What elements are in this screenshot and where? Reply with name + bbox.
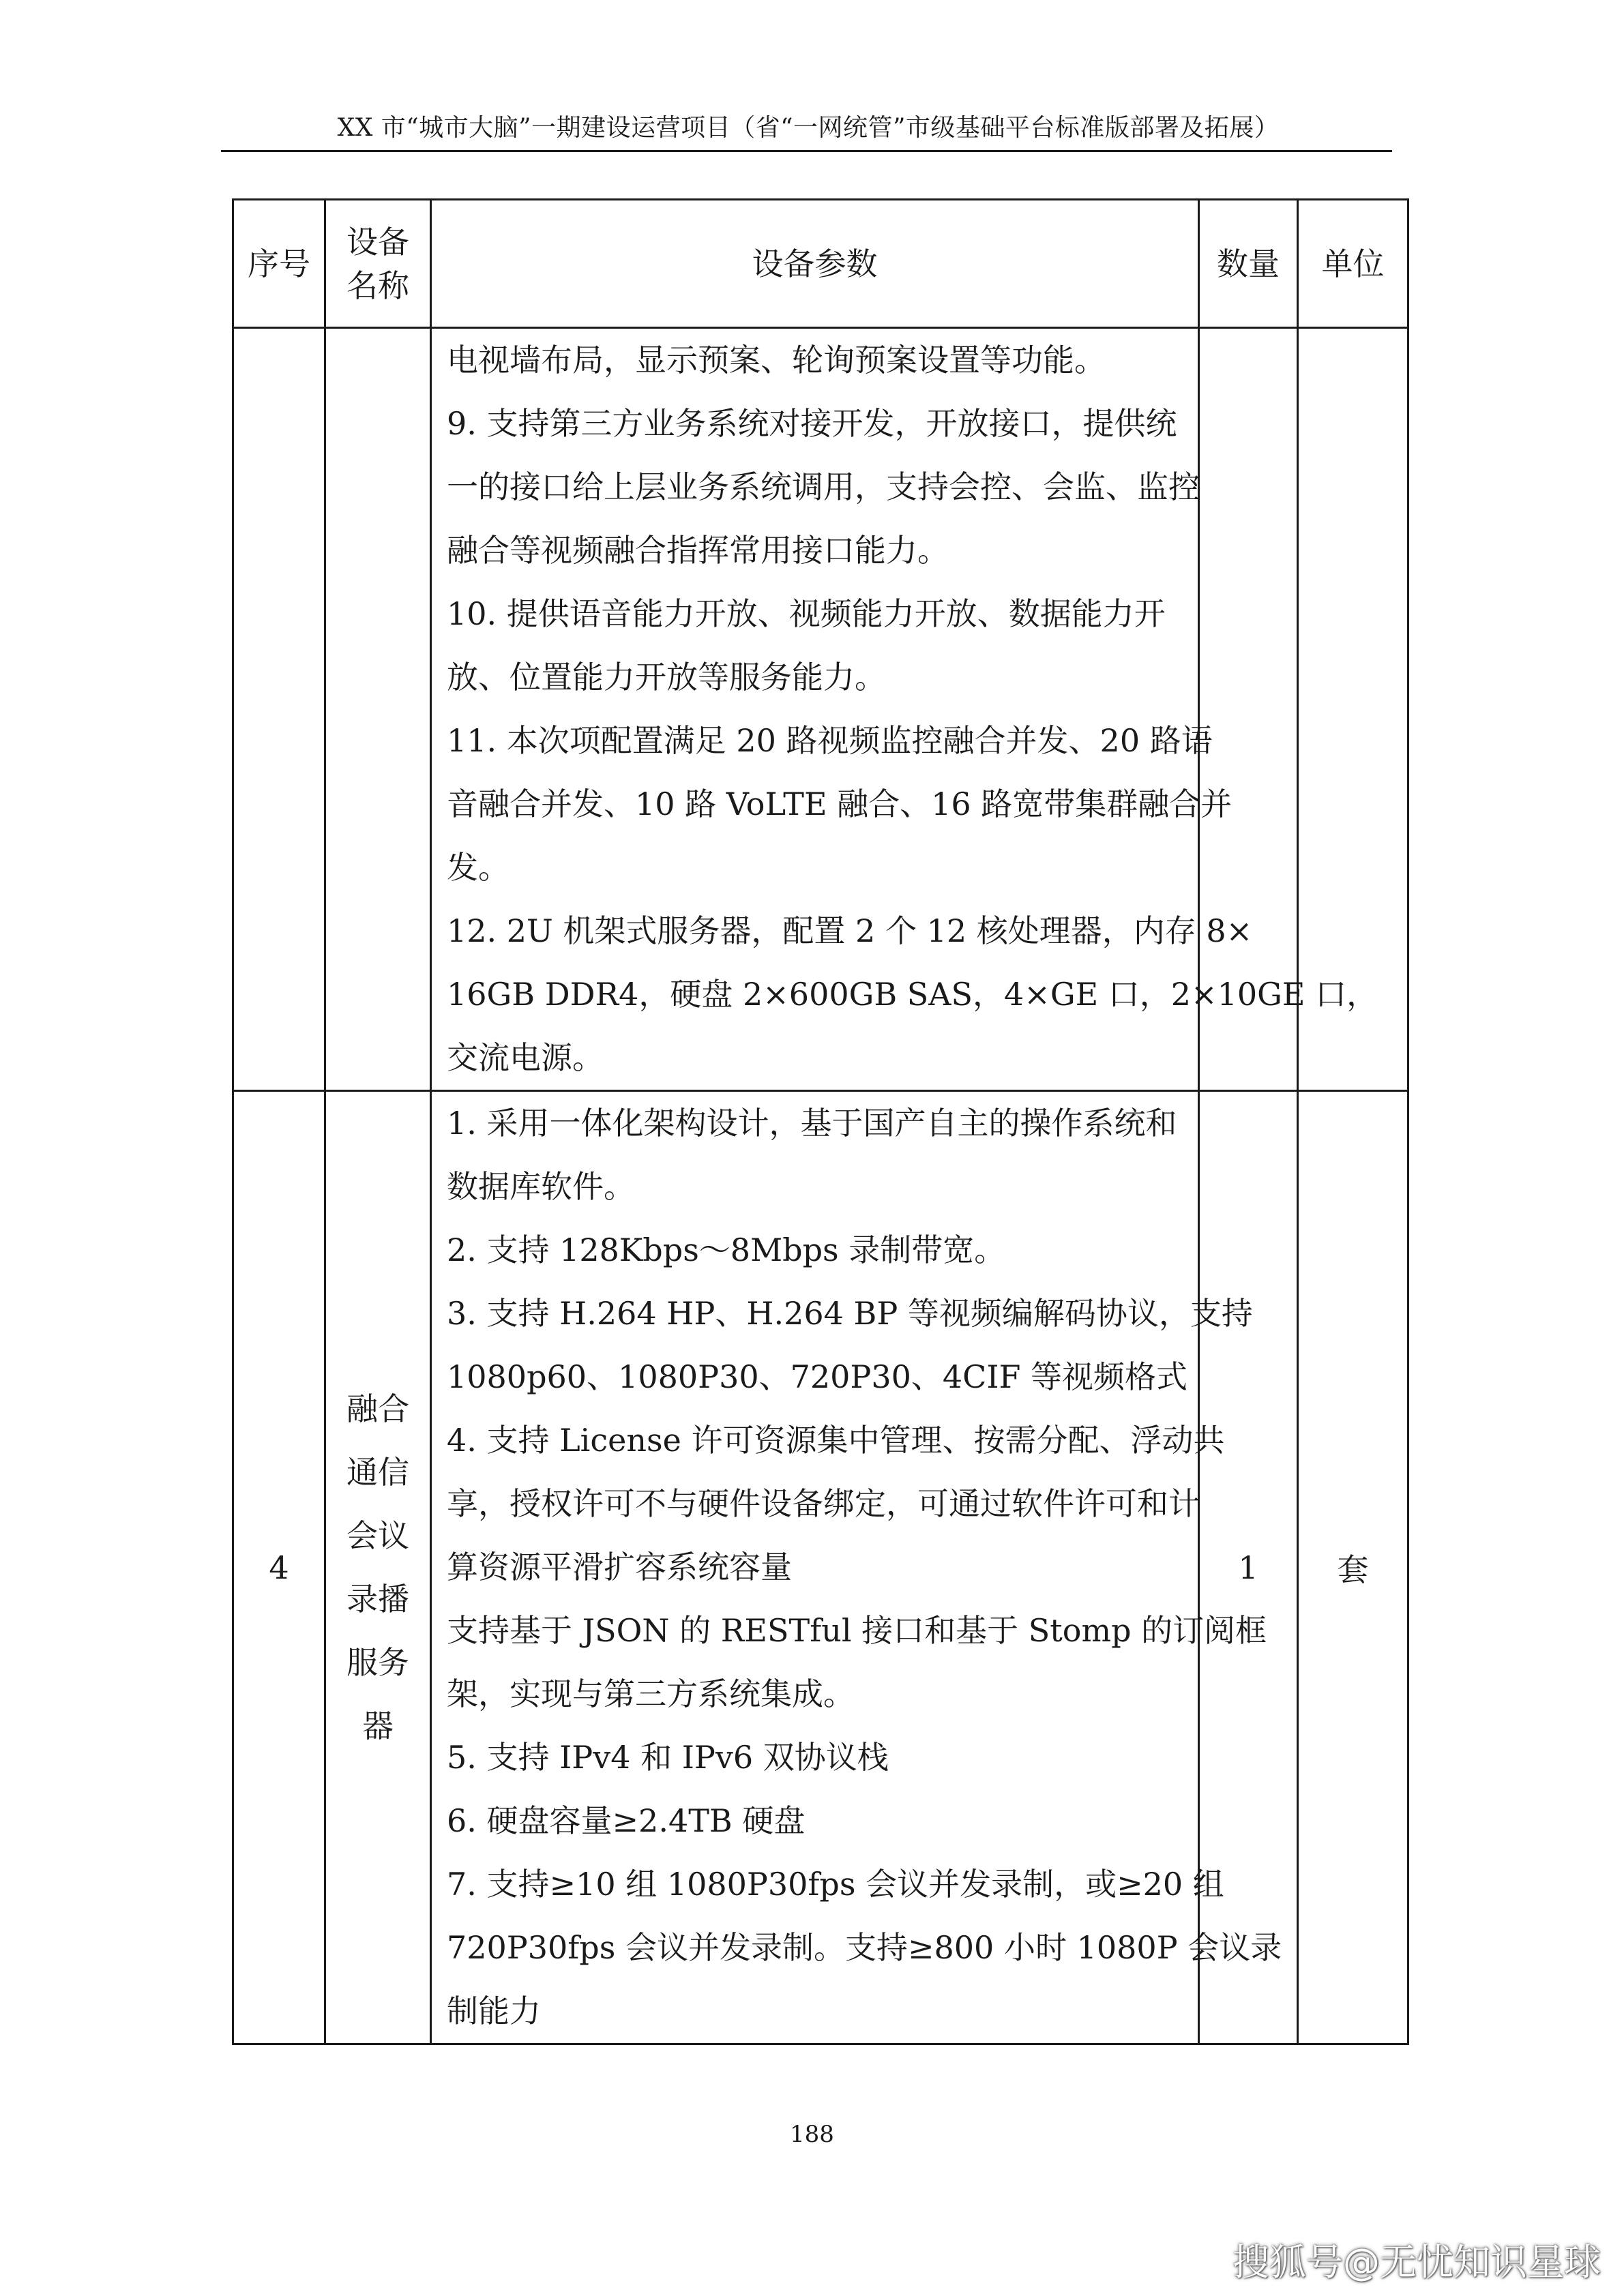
header-device-params: 设备参数	[431, 200, 1199, 328]
param-line: 9. 支持第三方业务系统对接开发，开放接口，提供统	[447, 405, 1177, 442]
param-line: 支持基于 JSON 的 RESTful 接口和基于 Stomp 的订阅框	[447, 1612, 1267, 1649]
table-row	[233, 1091, 1408, 2044]
table-header-row	[233, 200, 1408, 328]
row-device-name	[325, 328, 431, 1091]
param-line: 制能力	[447, 1993, 541, 2029]
param-line: 数据库软件。	[447, 1168, 635, 1205]
param-line: 享，授权许可不与硬件设备绑定，可通过软件许可和计	[447, 1485, 1200, 1522]
param-line: 交流电源。	[447, 1039, 604, 1076]
device-name-line: 会议	[346, 1517, 409, 1554]
param-line: 融合等视频融合指挥常用接口能力。	[447, 532, 949, 569]
header-index: 序号	[233, 200, 325, 328]
param-line: 12. 2U 机架式服务器，配置 2 个 12 核处理器，内存 8×	[447, 912, 1253, 949]
param-line: 音融合并发、10 路 VoLTE 融合、16 路宽带集群融合并	[447, 786, 1232, 822]
device-name-line: 通信	[346, 1453, 409, 1491]
param-line: 6. 硬盘容量≥2.4TB 硬盘	[447, 1802, 806, 1839]
param-line: 2. 支持 128Kbps～8Mbps 录制带宽。	[447, 1232, 1006, 1268]
param-line: 电视墙布局，显示预案、轮询预案设置等功能。	[447, 342, 1106, 378]
param-line: 发。	[447, 849, 510, 886]
param-line: 1. 采用一体化架构设计，基于国产自主的操作系统和	[447, 1105, 1177, 1142]
param-line: 5. 支持 IPv4 和 IPv6 双协议栈	[447, 1739, 889, 1776]
param-line: 720P30fps 会议并发录制。支持≥800 小时 1080P 会议录	[447, 1929, 1282, 1966]
table-row	[233, 328, 1408, 1091]
row-quantity: 1	[1199, 1091, 1298, 2044]
row-device-name	[325, 1091, 431, 2044]
device-name-line: 服务	[346, 1643, 409, 1681]
param-line: 架，实现与第三方系统集成。	[447, 1675, 855, 1712]
param-line: 一的接口给上层业务系统调用，支持会控、会监、监控	[447, 468, 1200, 505]
row-index: 4	[233, 1091, 325, 2044]
param-line: 3. 支持 H.264 HP、H.264 BP 等视频编解码协议，支持	[447, 1295, 1253, 1332]
header-device-name-line: 设备	[346, 223, 409, 260]
param-line: 1080p60、1080P30、720P30、4CIF 等视频格式	[447, 1358, 1188, 1395]
param-line: 放、位置能力开放等服务能力。	[447, 659, 886, 696]
row-index	[233, 328, 325, 1091]
device-name-line: 录播	[346, 1580, 409, 1617]
header-quantity: 数量	[1199, 200, 1298, 328]
row-unit: 套	[1298, 1091, 1408, 2044]
page-number: 188	[790, 2121, 834, 2148]
row-device-params	[431, 1091, 1282, 2044]
header-device-name-line: 名称	[346, 267, 409, 304]
row-device-params	[431, 328, 1378, 1091]
param-line: 11. 本次项配置满足 20 路视频监控融合并发、20 路语	[447, 722, 1213, 759]
param-line: 7. 支持≥10 组 1080P30fps 会议并发录制，或≥20 组	[447, 1866, 1224, 1903]
param-line: 16GB DDR4，硬盘 2×600GB SAS，4×GE 口，2×10GE 口，	[447, 976, 1378, 1013]
header-device-name	[325, 200, 431, 328]
param-line: 算资源平滑扩容系统容量	[447, 1549, 792, 1585]
watermark: 搜狐号@无忧知识星球	[1232, 2241, 1601, 2284]
equipment-spec-table	[232, 198, 1409, 2045]
param-line: 10. 提供语音能力开放、视频能力开放、数据能力开	[447, 595, 1166, 632]
param-line: 4. 支持 License 许可资源集中管理、按需分配、浮动共	[447, 1422, 1225, 1459]
device-name-line: 器	[362, 1707, 394, 1744]
device-name-line: 融合	[346, 1390, 409, 1427]
header-unit: 单位	[1298, 200, 1408, 328]
page-header-title: XX 市“城市大脑”一期建设运营项目（省“一网统管”市级基础平台标准版部署及拓展）	[337, 114, 1280, 142]
header-divider	[221, 150, 1392, 152]
